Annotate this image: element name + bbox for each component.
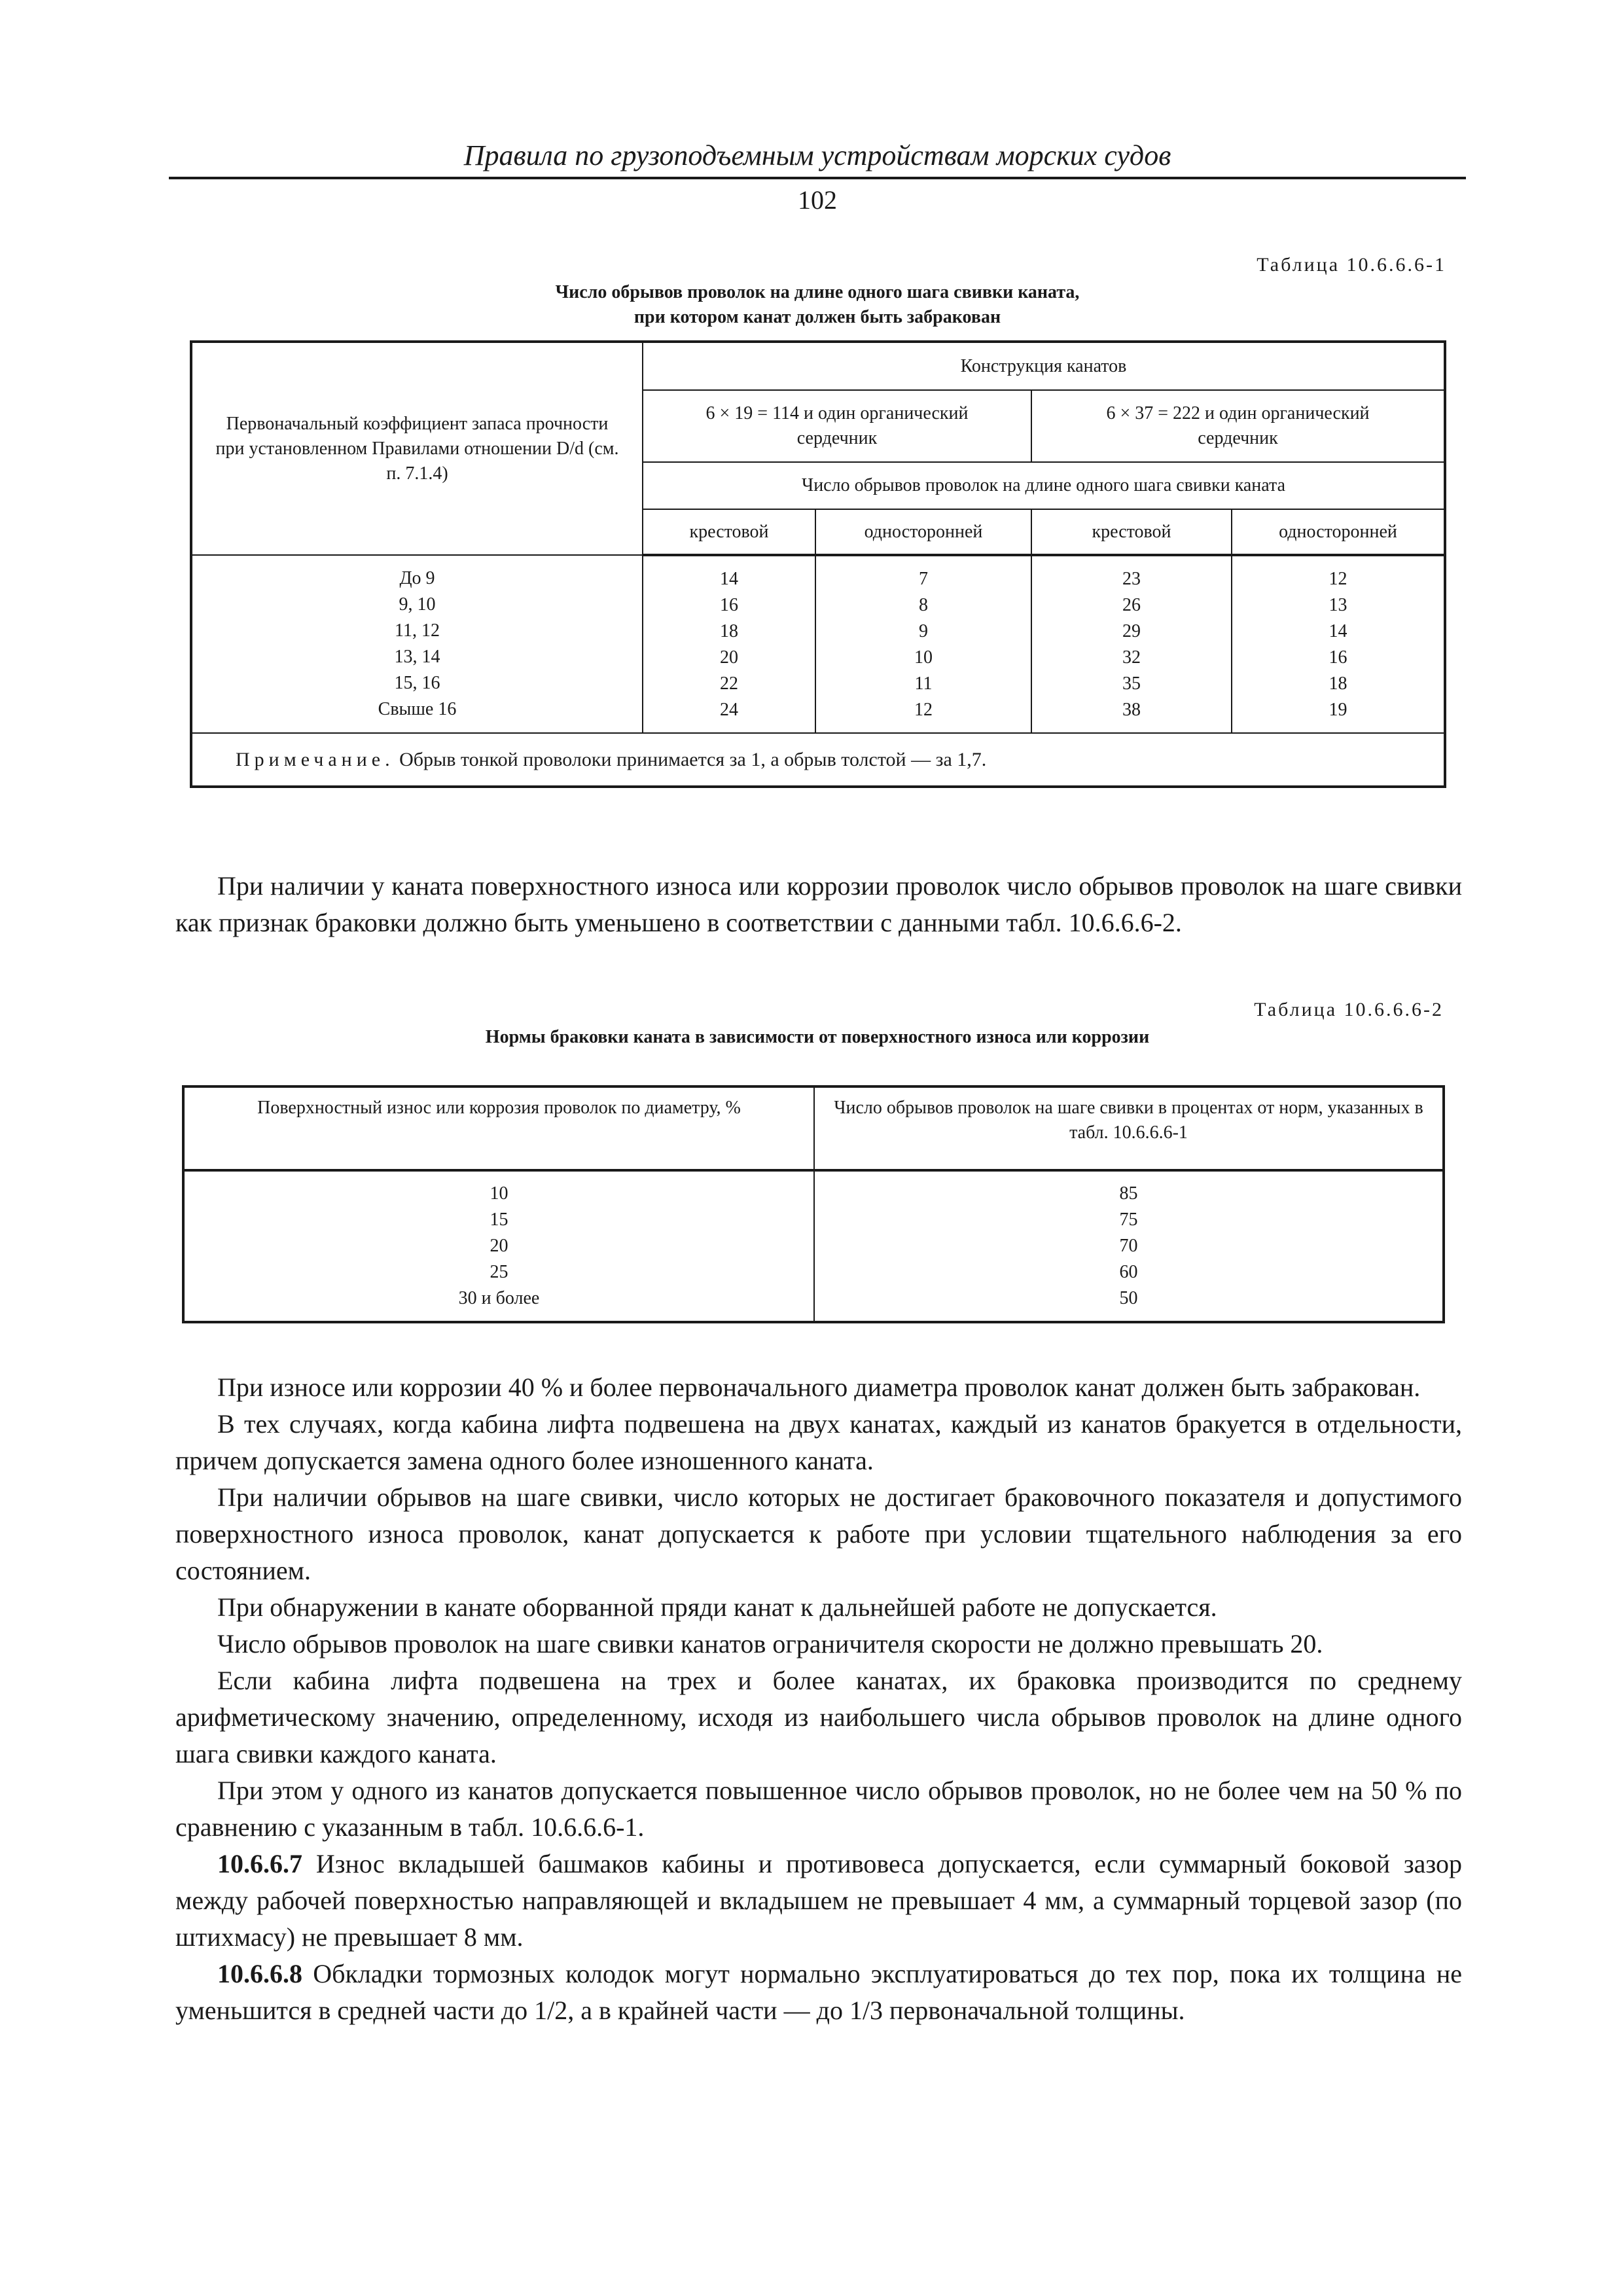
percent-column-header: Число обрывов проволок на шаге свивки в процентах от норм, указанных в табл. 10.6.6.6-1 bbox=[814, 1086, 1444, 1170]
table-cell: 50 bbox=[1119, 1288, 1138, 1308]
table-cell: 24 bbox=[720, 699, 738, 720]
percent-column bbox=[814, 1170, 1444, 1322]
table-cell: 15 bbox=[490, 1210, 508, 1230]
table1-note bbox=[191, 733, 1445, 787]
construction-group-header: Конструкция канатов bbox=[643, 342, 1445, 390]
table-cell: 15, 16 bbox=[394, 673, 440, 693]
table1-title-line2: при котором канат должен быть забракован bbox=[633, 307, 1001, 327]
table-cell: 85 bbox=[1119, 1183, 1138, 1204]
table-cell: 12 bbox=[1329, 568, 1347, 589]
table-cell: 35 bbox=[1122, 673, 1141, 694]
table-cell: 7 bbox=[919, 568, 928, 589]
note-text: Обрыв тонкой проволоки принимается за 1, а обрыв толстой — за 1,7. bbox=[399, 748, 987, 770]
a-cross-column bbox=[643, 555, 815, 733]
wear-column-header: Поверхностный износ или коррозия проволок по диаметру, % bbox=[183, 1086, 814, 1170]
table-cell: 16 bbox=[1329, 647, 1347, 668]
factor-column bbox=[191, 555, 643, 733]
table-cell: 11 bbox=[914, 673, 933, 694]
wear-rejection-table bbox=[182, 1085, 1445, 1323]
table-cell: 30 и более bbox=[458, 1288, 540, 1308]
paragraph: При наличии обрывов на шаге свивки, число которых не достигает браковочного показателя и допустимого поверхностного износа проволок, канат допускается к работе при условии тщательного наблюдения за его состоянием. bbox=[175, 1482, 1462, 1585]
page-number: 102 bbox=[798, 185, 837, 215]
section-10-6-6-7 bbox=[175, 1846, 1462, 1956]
table-cell: 23 bbox=[1122, 568, 1141, 589]
table-cell: 13 bbox=[1329, 594, 1347, 615]
table-cell: 9 bbox=[919, 620, 928, 641]
note-label: Примечание. bbox=[236, 748, 395, 770]
table-cell: 29 bbox=[1122, 620, 1141, 641]
table-cell: 18 bbox=[720, 620, 738, 641]
section-number: 10.6.6.7 bbox=[217, 1849, 302, 1878]
table-cell: 25 bbox=[490, 1262, 508, 1282]
table-cell: До 9 bbox=[399, 568, 435, 588]
paragraph: При износе или коррозии 40 % и более первоначального диаметра проволок канат должен быть забракован. bbox=[217, 1372, 1421, 1402]
construction-6x19-header: 6 × 19 = 114 и один органический сердечник bbox=[643, 390, 1031, 462]
table-cell: 12 bbox=[914, 699, 933, 720]
lay-type-header: крестовой bbox=[643, 509, 815, 555]
table-cell: 14 bbox=[1329, 620, 1347, 641]
table-cell: 26 bbox=[1122, 594, 1141, 615]
running-header: Правила по грузоподъемным устройствам морских судов bbox=[463, 139, 1171, 171]
table-cell: 22 bbox=[720, 673, 738, 694]
paragraph: При наличии у каната поверхностного износа или коррозии проволок число обрывов проволок на шаге свивки как признак браковки должно быть уменьшено в соответствии с данными табл. 10.6.6.6-2. bbox=[175, 871, 1462, 937]
table-cell: 19 bbox=[1329, 699, 1347, 720]
table2-title: Нормы браковки каната в зависимости от поверхностного износа или коррозии bbox=[485, 1027, 1150, 1047]
b-cross-column bbox=[1031, 555, 1232, 733]
paragraph: При этом у одного из канатов допускается повышенное число обрывов проволок, но не более чем на 50 % по сравнению с указанным в табл. 10.6.6.6-1. bbox=[175, 1776, 1462, 1842]
section-number: 10.6.6.8 bbox=[217, 1959, 302, 1988]
table-cell: 8 bbox=[919, 594, 928, 615]
table-cell: 60 bbox=[1119, 1262, 1138, 1282]
table-cell: 38 bbox=[1122, 699, 1141, 720]
factor-column-header: Первоначальный коэффициент запаса прочности при установленном Правилами отношении D/d (см. п. 7.1.4) bbox=[191, 342, 643, 555]
b-one-sided-column bbox=[1232, 555, 1445, 733]
table-cell: 9, 10 bbox=[399, 594, 436, 615]
intro-paragraph bbox=[175, 868, 1462, 941]
table-cell: 11, 12 bbox=[395, 620, 440, 641]
table1-title bbox=[169, 280, 1466, 330]
table-cell: 13, 14 bbox=[394, 647, 440, 667]
table-cell: 14 bbox=[720, 568, 738, 589]
construction-6x37-header: 6 × 37 = 222 и один органический сердечник bbox=[1031, 390, 1445, 462]
table-cell: 32 bbox=[1122, 647, 1141, 668]
table-cell: 10 bbox=[914, 647, 933, 668]
table-cell: 20 bbox=[720, 647, 738, 668]
table-cell: 10 bbox=[490, 1183, 508, 1204]
lay-type-header: крестовой bbox=[1031, 509, 1232, 555]
wire-breaks-table bbox=[190, 340, 1446, 788]
lay-type-header: односторонней bbox=[1232, 509, 1445, 555]
table1-title-line1: Число обрывов проволок на длине одного шага свивки каната, bbox=[555, 282, 1080, 302]
paragraph: Число обрывов проволок на шаге свивки канатов ограничителя скорости не должно превышать 20. bbox=[217, 1629, 1323, 1659]
table-cell: 70 bbox=[1119, 1236, 1138, 1256]
table1-label: Таблица 10.6.6.6-1 bbox=[1257, 254, 1446, 276]
paragraph: В тех случаях, когда кабина лифта подвешена на двух канатах, каждый из канатов бракуется в отдельности, причем допускается замена одного более изношенного каната. bbox=[175, 1409, 1462, 1475]
wear-column bbox=[183, 1170, 814, 1322]
a-one-sided-column bbox=[815, 555, 1031, 733]
lay-type-header: односторонней bbox=[815, 509, 1031, 555]
table-cell: 16 bbox=[720, 594, 738, 615]
section-text: Обкладки тормозных колодок могут нормально эксплуатироваться до тех пор, пока их толщина не уменьшится в средней части до 1/2, а в крайней части — до 1/3 первоначальной толщины. bbox=[175, 1959, 1463, 2025]
paragraph: Если кабина лифта подвешена на трех и более канатах, их браковка производится по среднему арифметическому значению, определенному, исходя из наибольшего числа обрывов проволок на длине одного шага свивки каждого каната. bbox=[175, 1666, 1462, 1768]
header-rule bbox=[169, 177, 1466, 179]
section-text: Износ вкладышей башмаков кабины и противовеса допускается, если суммарный боковой зазор между рабочей поверхностью направляющей и вкладышем не превышает 4 мм, а суммарный торцевой зазор (по штихмасу) не превышает 8 мм. bbox=[175, 1849, 1462, 1952]
breaks-subheader: Число обрывов проволок на длине одного шага свивки каната bbox=[643, 462, 1445, 509]
table-cell: Свыше 16 bbox=[378, 699, 457, 719]
body-paragraphs bbox=[175, 1369, 1462, 2029]
table2-label: Таблица 10.6.6.6-2 bbox=[1254, 999, 1444, 1020]
paragraph: При обнаружении в канате оборванной пряди канат к дальнейшей работе не допускается. bbox=[217, 1592, 1217, 1622]
section-10-6-6-8 bbox=[175, 1956, 1462, 2029]
table-cell: 75 bbox=[1119, 1210, 1138, 1230]
table-cell: 20 bbox=[490, 1236, 508, 1256]
table-cell: 18 bbox=[1329, 673, 1347, 694]
